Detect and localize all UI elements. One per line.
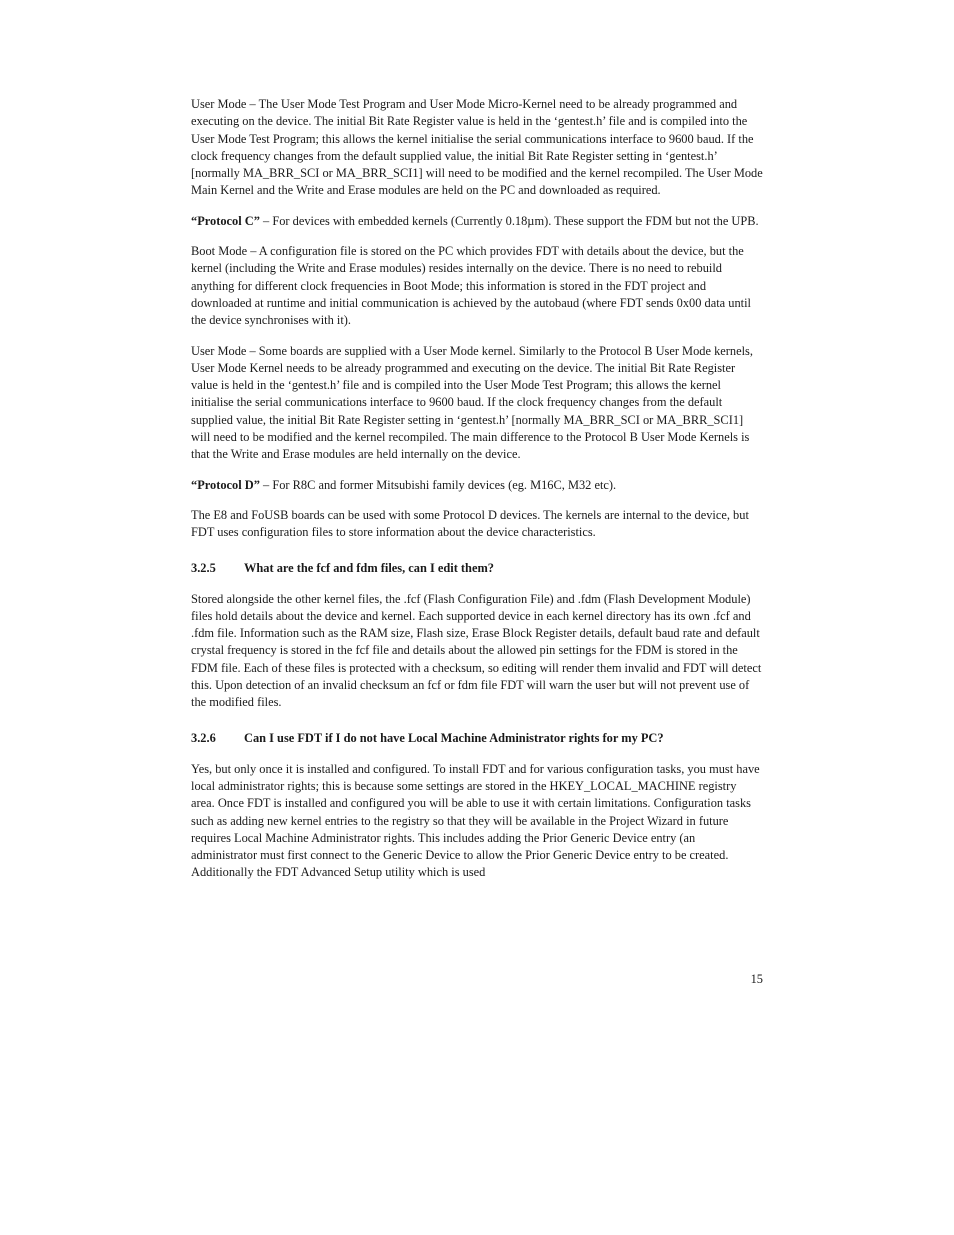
protocol-d-label: “Protocol D” [191, 477, 260, 492]
protocol-c-label: “Protocol C” [191, 213, 260, 228]
paragraph-protocol-c [191, 213, 763, 230]
section-heading-3-2-6 [191, 730, 763, 747]
paragraph-user-mode-protocol-c: User Mode – Some boards are supplied with a User Mode kernel. Similarly to the Protocol B User Mode kernels, User Mode Kernel needs to be already programmed and executing on the device. The initial Bit Rate Register value is held in the ‘gentest.h’ file and is compiled into the User Mode Test Program; this allows the kernel initialise the serial communications interface to 9600 baud. If the clock frequency changes from the default supplied value, the initial Bit Rate Register setting in ‘gentest.h’ [normally MA_BRR_SCI or MA_BRR_SCI1] will need to be modified and the kernel recompiled. The main difference to the Protocol B User Mode Kernels is that the Write and Erase modules are held internally on the device. [191, 343, 753, 462]
section-heading-3-2-5 [191, 560, 763, 577]
section-number: 3.2.5 [191, 560, 216, 575]
protocol-d-text: – For R8C and former Mitsubishi family devices (eg. M16C, M32 etc). [259, 477, 617, 492]
paragraph-admin-rights: Yes, but only once it is installed and configured. To install FDT and for various configuration tasks, you must have local administrator rights; this is because some settings are stored in the HKEY_LOCAL_MACHINE registry area. Once FDT is installed and configured you will be able to use it with certain limitations. Configuration tasks such as adding new kernel entries to the registry so that they will be available in the Project Wizard in future requires Local Machine Administrator rights. This includes adding the Prior Generic Device entry (an administrator must first connect to the Generic Device to allow the Prior Generic Device entry to be created. Additionally the FDT Advanced Setup utility which is used [191, 761, 760, 880]
paragraph-e8-fousb: The E8 and FoUSB boards can be used with some Protocol D devices. The kernels are internal to the device, but FDT uses configuration files to store information about the device characteristics. [191, 507, 749, 540]
section-title: Can I use FDT if I do not have Local Machine Administrator rights for my PC? [244, 730, 664, 745]
paragraph-boot-mode: Boot Mode – A configuration file is stored on the PC which provides FDT with details about the device, but the kernel (including the Write and Erase modules) resides internally on the device. There is no need to rebuild anything for different clock frequencies in Boot Mode; this information is stored in the FDT project and downloaded at runtime and initial communication is achieved by the autobaud (where FDT sends 0x00 data until the device synchronises with it). [191, 244, 751, 328]
paragraph-protocol-d [191, 477, 763, 494]
protocol-c-text: – For devices with embedded kernels (Currently 0.18µm). These support the FDM but not the UPB. [259, 213, 759, 228]
section-number: 3.2.6 [191, 730, 216, 745]
page-number: 15 [750, 972, 763, 986]
section-title: What are the fcf and fdm files, can I edit them? [244, 560, 494, 575]
document-page [191, 96, 763, 895]
paragraph-user-mode-protocol-b: User Mode – The User Mode Test Program and User Mode Micro-Kernel need to be already programmed and executing on the device. The initial Bit Rate Register value is held in the ‘gentest.h’ file and is compiled into the User Mode Test Program; this allows the kernel initialise the serial communications interface to 9600 baud. If the clock frequency changes from the default supplied value, the initial Bit Rate Register setting in ‘gentest.h’ [normally MA_BRR_SCI or MA_BRR_SCI1] will need to be modified and the kernel recompiled. The User Mode Main Kernel and the Write and Erase modules are held on the PC and downloaded as required. [191, 97, 763, 198]
paragraph-fcf-fdm-files: Stored alongside the other kernel files, the .fcf (Flash Configuration File) and .fdm (Flash Development Module) files hold details about the device and kernel. Each supported device in each kernel directory has its own .fcf and .fdm file. Information such as the RAM size, Flash size, Erase Block Register details, default baud rate and default crystal frequency is stored in the fcf file and details about the allowed pin settings for the FDM is stored in the FDM file. Each of these files is protected with a checksum, so editing will render them invalid and FDT will detect this. Upon detection of an invalid checksum an fcf or fdm file FDT will warn the user but will not prevent use of the modified files. [191, 591, 762, 710]
